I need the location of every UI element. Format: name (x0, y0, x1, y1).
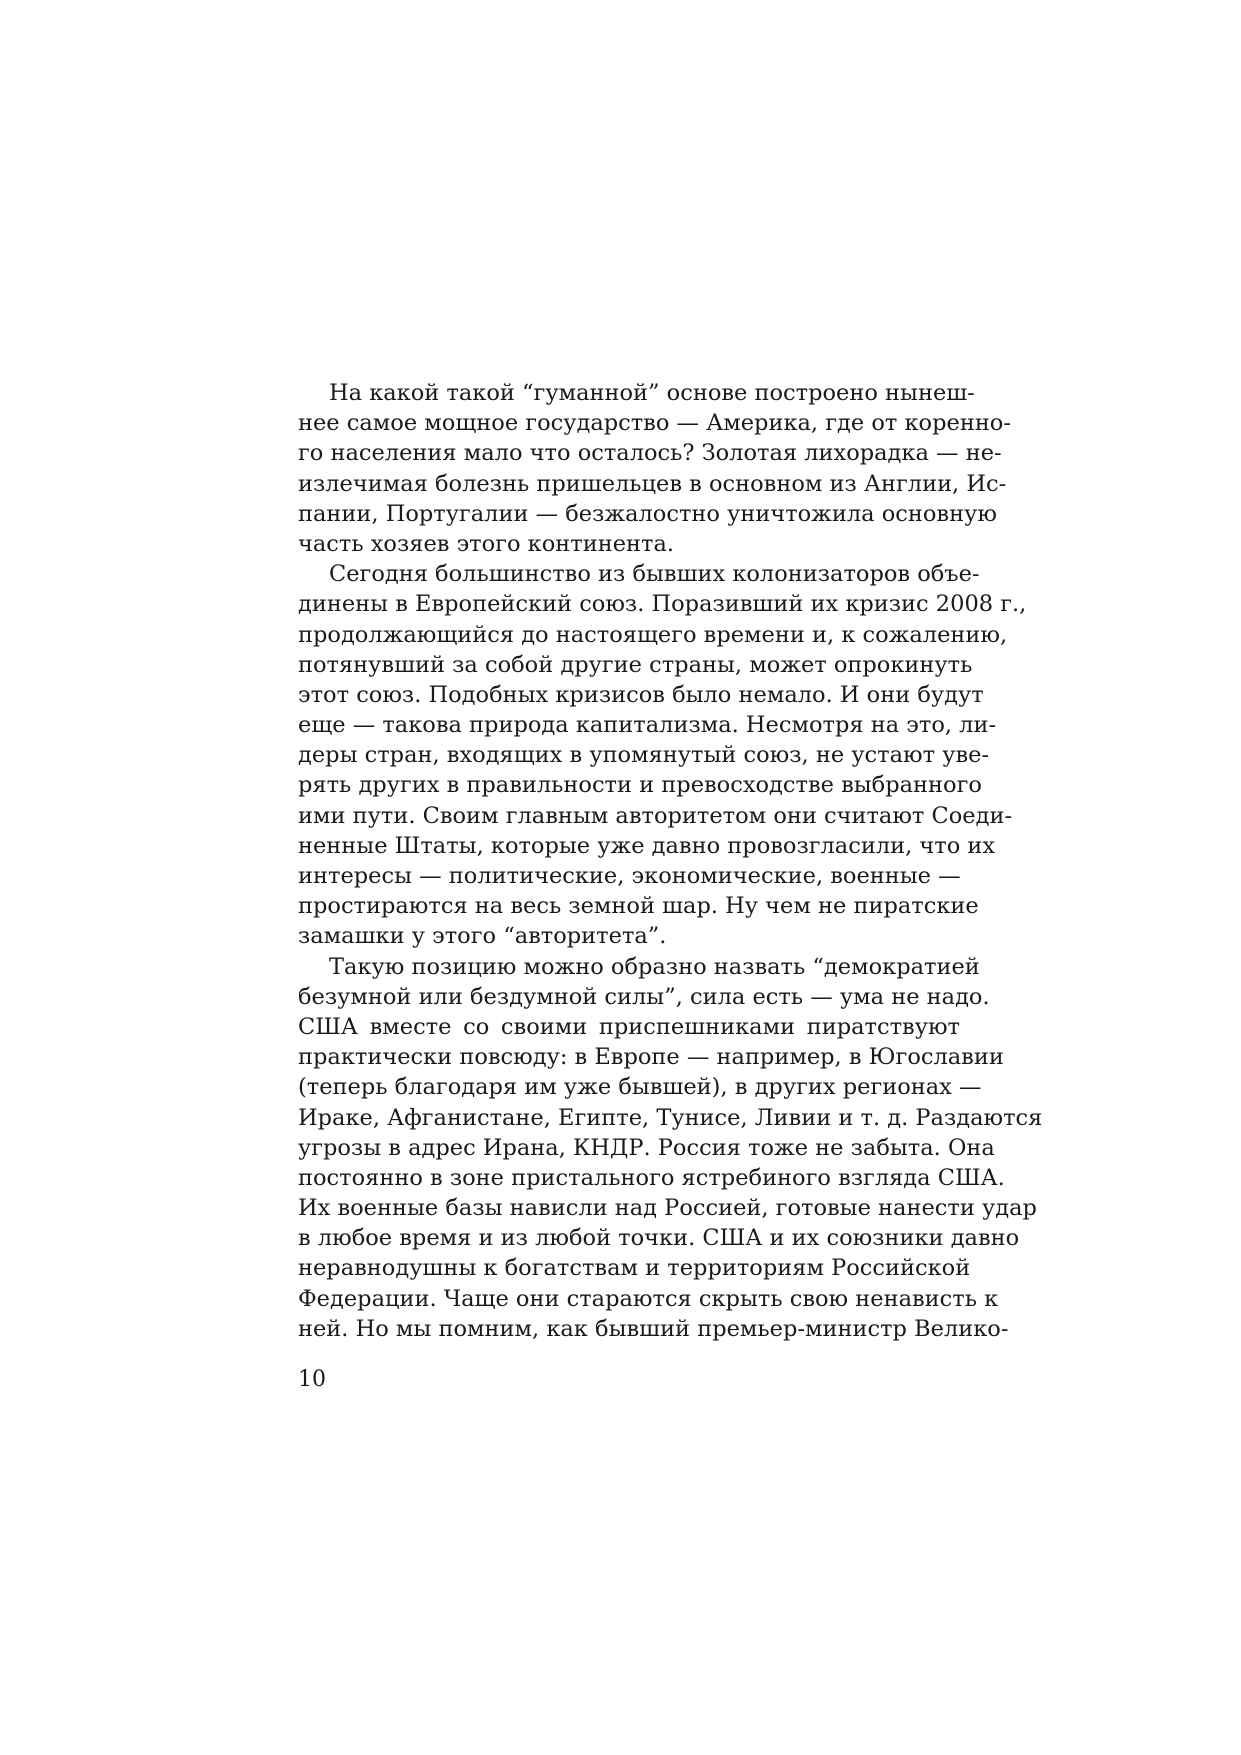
paragraph-3-line-10: в любое время и из любой точки. США и их союзники давно (298, 1225, 1020, 1252)
paragraph-2-line-13: замашки у этого “авторитета”. (298, 923, 667, 950)
paragraph-2-line-9: ими пути. Своим главным авторитетом они считают Соеди- (298, 802, 1013, 829)
paragraph-1-line-3: го населения мало что осталось? Золотая лихорадка — не- (298, 440, 1002, 467)
paragraph-3-line-12: Федерации. Чаще они стараются скрыть свою ненависть к (298, 1285, 999, 1312)
paragraph-2-line-7: деры стран, входящих в упомянутый союз, не устают уве- (298, 742, 990, 769)
paragraph-3-line-3: США вместе со своими приспешниками пиратствуют (298, 1013, 960, 1040)
paragraph-2-line-3: продолжающийся до настоящего времени и, к сожалению, (298, 621, 1008, 648)
paragraph-3-line-8: постоянно в зоне пристального ястребиного взгляда США. (298, 1164, 1005, 1191)
paragraph-3-line-4: практически повсюду: в Европе — например, в Югославии (298, 1044, 1004, 1071)
paragraph-1-line-5: пании, Португалии — безжалостно уничтожила основную (298, 500, 997, 527)
paragraph-2-line-8: рять других в правильности и превосходстве выбранного (298, 772, 982, 799)
paragraph-3-line-11: неравнодушны к богатствам и территориям Российской (298, 1255, 971, 1282)
paragraph-3-line-9: Их военные базы нависли над Россией, готовые нанести удар (298, 1195, 1037, 1222)
paragraph-2-line-1: Сегодня большинство из бывших колонизаторов объе- (329, 561, 980, 588)
paragraph-2-line-6: еще — такова природа капитализма. Несмотря на это, ли- (298, 712, 997, 739)
paragraph-3-line-5: (теперь благодаря им уже бывшей), в других регионах — (298, 1074, 982, 1101)
paragraph-3-line-2: безумной или бездумной силы”, сила есть — ума не надо. (298, 983, 990, 1010)
paragraph-3-line-7: угрозы в адрес Ирана, КНДР. Россия тоже не забыта. Она (298, 1134, 995, 1161)
paragraph-3-line-13: ней. Но мы помним, как бывший премьер-министр Велико- (298, 1315, 1009, 1342)
paragraph-2-line-4: потянувший за собой другие страны, может опрокинуть (298, 651, 973, 678)
paragraph-1-line-2: нее самое мощное государство — Америка, где от коренно- (298, 410, 1011, 437)
paragraph-2-line-5: этот союз. Подобных кризисов было немало. И они будут (298, 681, 984, 708)
paragraph-3-line-6: Ираке, Афганистане, Египте, Тунисе, Ливии и т. д. Раздаются (298, 1104, 1043, 1131)
paragraph-3-line-1: Такую позицию можно образно назвать “демократией (329, 953, 980, 980)
paragraph-2-line-11: интересы — политические, экономические, военные — (298, 863, 961, 889)
paragraph-1-line-4: излечимая болезнь пришельцев в основном из Англии, Ис- (298, 470, 1007, 497)
paragraph-2-line-2: динены в Европейский союз. Поразивший их кризис 2008 г., (298, 591, 1027, 618)
paragraph-1-line-6: часть хозяев этого континента. (298, 530, 675, 557)
paragraph-1-line-1: На какой такой “гуманной” основе построено нынеш- (329, 380, 975, 406)
paragraph-2-line-10: ненные Штаты, которые уже давно провозгласили, что их (298, 832, 996, 859)
page-number: 10 (298, 1367, 326, 1392)
paragraph-2-line-12: простираются на весь земной шар. Ну чем не пиратские (298, 893, 979, 920)
body-text (298, 378, 1043, 1344)
